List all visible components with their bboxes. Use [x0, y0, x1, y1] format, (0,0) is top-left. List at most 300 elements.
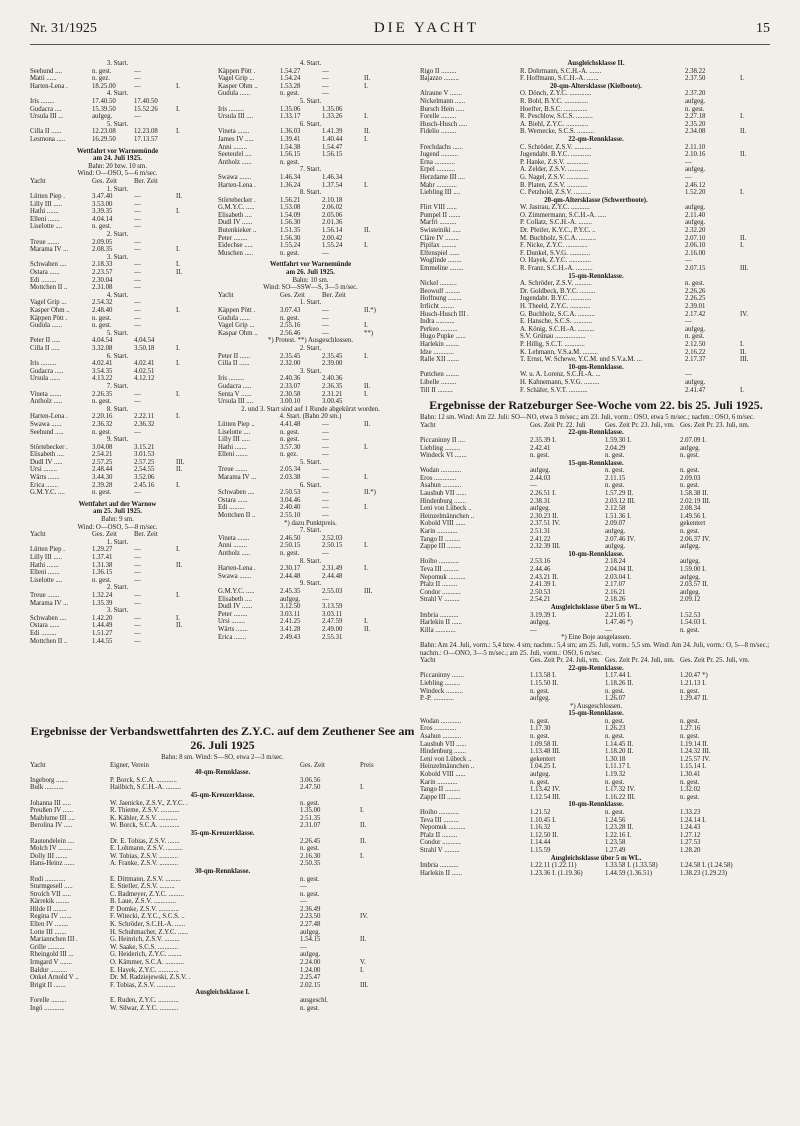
table-cell: 1.46.34: [322, 173, 343, 181]
table-cell: n. gest.: [680, 452, 700, 460]
table-row: [420, 98, 772, 106]
table-cell: [360, 845, 390, 853]
table-cell: —: [322, 595, 329, 603]
table-cell: I.: [740, 386, 744, 394]
table-cell: Ges. Zeit Pr. 25. Juli, vm.: [680, 657, 750, 665]
table-cell: —: [134, 629, 141, 637]
table-cell: 1.56.30: [280, 234, 301, 242]
table-row: [30, 83, 205, 91]
table-cell: [176, 284, 196, 292]
table-row: [218, 611, 403, 619]
table-cell: n. gest.: [530, 687, 550, 695]
table-cell: 12.23.08: [92, 128, 116, 136]
table-row: [218, 429, 403, 437]
table-cell: II.: [364, 128, 371, 136]
issue-number: Nr. 31/1925: [30, 21, 97, 36]
table-cell: Pipifax .........: [420, 242, 457, 250]
table-cell: 1.22.16 I.: [605, 831, 632, 839]
table-cell: Dudl IV ......: [218, 219, 253, 227]
table-cell: [740, 90, 765, 98]
table-cell: —: [134, 428, 141, 436]
table-row: [30, 800, 415, 808]
section-subtitle: Bahn: 8 sm. Wind: S—SO, etwa 2—3 m/sec.: [161, 754, 284, 761]
table-cell: [364, 611, 384, 619]
table-cell: Nickel ..........: [420, 280, 457, 288]
table-cell: Vineta .......: [218, 534, 250, 542]
table-cell: 2.03.57 II.: [680, 581, 709, 589]
table-cell: 2.32.20: [685, 227, 706, 235]
table-cell: aufgeg.: [680, 588, 701, 596]
table-cell: —: [134, 284, 141, 292]
table-row: [30, 284, 205, 292]
table-cell: H. Theeld, Z.Y.C. ............: [520, 303, 591, 310]
table-cell: 1.18.26 II.: [605, 679, 634, 687]
table-cell: I.: [176, 128, 180, 136]
table-row: [30, 777, 415, 785]
table-cell: 1.59.30 I.: [605, 436, 632, 444]
table-cell: 1.17.32 IV.: [605, 786, 636, 794]
table-cell: 1.36.24: [280, 181, 301, 189]
table-row: [420, 452, 772, 460]
table-cell: 3.04.46: [280, 496, 301, 504]
table-cell: 1.51.36 I.: [605, 512, 632, 520]
table-cell: R. Peschlow, S.C.S. ..........: [520, 113, 593, 121]
table-cell: Berolina IV .....: [30, 822, 73, 830]
table-row: [218, 474, 403, 482]
table-cell: 1.44.59 (1.36.51): [605, 869, 653, 877]
table-cell: S.V. Grünau ..................: [520, 333, 586, 341]
table-cell: E. Hayek, Z.Y.C. ............: [110, 966, 179, 974]
table-cell: I.: [176, 344, 180, 352]
table-row: [420, 688, 772, 696]
table-row: [30, 360, 205, 368]
table-cell: Ostara ......: [218, 496, 248, 504]
table-cell: 1.51.27: [92, 629, 113, 637]
table-row: [420, 627, 772, 635]
table-cell: Strahl V .........: [420, 846, 460, 854]
table-cell: 1.33.23: [680, 809, 701, 816]
table-cell: [176, 489, 196, 497]
table-row: [420, 612, 772, 620]
table-cell: Swawa .......: [218, 173, 252, 181]
table-cell: n. gest.: [685, 280, 705, 288]
table-cell: W. Tobias, Z.S.V. ...........: [110, 852, 178, 860]
section-note: 9. Start.: [106, 436, 129, 444]
table-row: [30, 898, 415, 906]
table-cell: 2.31.49: [322, 565, 343, 573]
table-row: [218, 136, 403, 144]
table-cell: [176, 315, 196, 323]
table-cell: I.: [740, 242, 744, 250]
table-cell: 2.54.21: [92, 451, 113, 459]
table-row: [30, 75, 205, 83]
section-heading: Ausgleichsklasse I.: [195, 989, 250, 997]
table-cell: Lesmona .....: [30, 135, 66, 143]
table-row: [30, 261, 205, 269]
table-row: [420, 839, 772, 847]
table-cell: 1.14.45 II.: [605, 740, 634, 748]
section-title: Ergebnisse der Ratzeburger See-Woche vom 22. bis 25. Juli 1925.: [429, 398, 763, 413]
table-cell: 1.25.57 IV.: [680, 755, 711, 763]
table-cell: ausgeschl.: [300, 997, 329, 1004]
table-cell: Karin ............: [420, 528, 458, 536]
table-cell: 1.39.41: [280, 135, 301, 143]
table-cell: —: [134, 614, 141, 622]
table-cell: 15.39.50: [92, 105, 116, 113]
table-cell: Kobold VIII ......: [420, 771, 466, 779]
section-title: Ergebnisse der Verbandswettfahrten des Z.Y.C. auf dem Zeuthener See am 26. Juli 1925: [30, 724, 415, 752]
table-cell: 1.15.50 II.: [530, 679, 559, 687]
table-cell: [364, 315, 384, 323]
table-cell: 1.10.45 I.: [530, 816, 557, 824]
table-row: [420, 326, 772, 334]
table-cell: —: [134, 246, 141, 254]
table-cell: Dr. Goldbeck, B.Y.C. .........: [520, 287, 596, 295]
table-cell: Ursi ........: [30, 466, 57, 474]
table-row: [30, 762, 415, 770]
table-row: [420, 68, 772, 76]
table-cell: Elleni .......: [30, 569, 60, 577]
table-row: [30, 554, 205, 562]
table-row: [30, 951, 415, 959]
table-cell: aufgeg.: [680, 573, 701, 581]
table-cell: [364, 451, 384, 459]
table-cell: I.: [176, 614, 180, 622]
table-cell: Teva III .........: [420, 566, 459, 573]
table-cell: C. Schröder, Z.S.V. ..........: [520, 143, 592, 151]
table-cell: 2.48.40: [92, 307, 113, 314]
table-cell: aufgeg.: [300, 951, 321, 959]
table-row: [30, 299, 205, 307]
table-cell: 2.41.39 I.: [530, 581, 557, 589]
table-row: [218, 596, 403, 604]
table-row: [30, 891, 415, 899]
table-cell: Lilly III .....: [30, 554, 62, 561]
table-cell: II.: [176, 466, 183, 474]
table-cell: Ingö ............: [30, 1004, 65, 1012]
table-cell: 3.07.43: [280, 307, 301, 314]
table-cell: Anni ........: [218, 143, 247, 151]
table-cell: 1.24.14 I.: [680, 816, 707, 824]
table-cell: Vineta .......: [30, 390, 62, 398]
table-cell: n. gest.: [680, 778, 700, 786]
table-cell: I.: [176, 208, 180, 216]
table-cell: 1.29.27: [92, 546, 113, 554]
table-cell: G.M.Y.C. .....: [218, 587, 255, 595]
table-row: [30, 982, 415, 990]
table-cell: n. gest.: [680, 626, 700, 634]
table-cell: 2.54.55: [134, 466, 155, 474]
table-cell: —: [322, 82, 329, 90]
table-cell: Liebling .........: [420, 679, 461, 687]
table-cell: 3.41.28: [280, 625, 301, 633]
table-cell: 2.56.46: [280, 329, 301, 337]
table-cell: Dolly III .......: [30, 852, 68, 860]
table-cell: 2.46.50: [280, 534, 301, 542]
table-row: [420, 786, 772, 794]
table-cell: [364, 466, 384, 474]
table-row: [218, 292, 403, 300]
table-cell: Rheingold III ...: [30, 951, 74, 959]
table-row: [218, 489, 403, 497]
table-cell: F. Nicke, Z.Y.C. .............: [520, 242, 588, 250]
table-cell: 3.39.35: [92, 208, 113, 216]
section-note: 3. Start.: [299, 367, 322, 375]
table-row: [218, 466, 403, 474]
table-cell: [364, 219, 384, 227]
table-row: [30, 615, 205, 623]
table-cell: R. Dohrmann, S.C.H.-A. .......: [520, 67, 602, 75]
table-cell: Alraune V .......: [420, 90, 462, 98]
table-cell: 2.37.20: [685, 90, 706, 98]
table-cell: 2.57.25: [134, 458, 155, 466]
table-cell: n. gest.: [680, 687, 700, 695]
table-cell: Matti ......: [30, 75, 57, 83]
table-cell: —: [322, 75, 329, 83]
table-cell: Jugendabt. B.Y.C. ............: [520, 295, 592, 303]
table-row: [218, 634, 403, 642]
results-table: [420, 657, 772, 877]
table-row: [420, 212, 772, 220]
table-cell: 2.26.26: [685, 287, 706, 295]
table-row: [218, 383, 403, 391]
table-cell: 1.56.15: [280, 151, 301, 159]
section-heading: Wettfahrt auf der Warnow: [78, 500, 157, 508]
table-cell: 2.41.22: [530, 535, 551, 543]
table-cell: n. gest.: [680, 528, 700, 536]
section-heading: Wettfahrt vor Warnemünde: [269, 261, 352, 269]
table-row: [30, 997, 415, 1005]
table-cell: G. Heinrich, Z.S.V. .........: [110, 936, 180, 944]
table-cell: I.: [176, 105, 180, 113]
table-row: [420, 589, 772, 597]
table-cell: 1.41.39: [322, 128, 343, 136]
table-cell: [360, 883, 390, 891]
table-cell: Lütten Piep .: [30, 546, 65, 554]
table-cell: Swawa .......: [218, 572, 252, 580]
table-cell: Treue .......: [30, 238, 60, 246]
table-cell: Ursula III ...: [30, 113, 64, 121]
table-cell: 2.55.03: [322, 587, 343, 595]
table-cell: 3.03.11: [280, 610, 301, 618]
table-cell: 2.55.16: [280, 322, 301, 330]
table-row: [420, 862, 772, 870]
table-cell: n. gest.: [280, 158, 300, 166]
table-cell: Elisabeth ....: [218, 211, 252, 219]
table-cell: n. gest.: [680, 717, 700, 725]
table-cell: 2.05.34: [280, 466, 301, 474]
section-note: Bahn: 9 sm.: [101, 516, 134, 524]
table-cell: 2.17.37: [685, 356, 706, 364]
table-row: [30, 853, 415, 861]
table-cell: 1.54.03 I.: [680, 619, 707, 627]
table-row: [30, 913, 415, 921]
table-cell: Imbria ...........: [420, 611, 459, 619]
table-cell: [740, 204, 765, 212]
table-cell: Muschen .....: [218, 249, 254, 257]
table-cell: 2.47.50: [300, 784, 321, 792]
table-cell: Ostara ......: [30, 269, 60, 277]
section-note: 8. Start.: [106, 405, 129, 413]
table-cell: [360, 800, 390, 808]
table-cell: Störtebecker .: [30, 443, 68, 451]
table-cell: 2.06.02: [322, 204, 343, 212]
table-cell: 2.08.34: [680, 505, 701, 513]
table-cell: [176, 600, 196, 608]
table-cell: n. gest.: [280, 249, 300, 257]
table-row: [218, 603, 403, 611]
table-cell: 1.37.41: [92, 554, 113, 561]
table-cell: 2.18.33: [92, 261, 113, 269]
table-cell: 2.32.00: [280, 360, 301, 368]
table-cell: Dudl IV .....: [30, 458, 63, 466]
table-cell: [176, 322, 196, 330]
table-cell: gekentert: [680, 520, 706, 528]
table-cell: n. gez.: [92, 75, 110, 83]
table-row: [30, 860, 415, 868]
table-cell: K. Schröder, S.C.H.-A. ......: [110, 921, 186, 929]
table-cell: aufgeg.: [530, 467, 551, 475]
table-cell: James IV .....: [218, 135, 254, 143]
table-cell: [364, 375, 384, 383]
table-cell: [364, 512, 384, 520]
table-cell: [176, 68, 196, 76]
section-heading: 15-qm-Rennklasse.: [568, 459, 624, 467]
section-heading: 45-qm-Kreuzerklasse.: [190, 791, 255, 799]
table-cell: 2.39.01: [685, 303, 706, 310]
table-cell: Ges. Zeit Pr. 23. Juli, nm.: [680, 421, 750, 429]
table-cell: aufgeg.: [685, 219, 706, 227]
table-cell: Senta V ......: [218, 390, 252, 398]
table-cell: Schwaben ....: [30, 614, 67, 622]
table-cell: Antholz .....: [30, 398, 63, 406]
table-row: [420, 90, 772, 98]
table-cell: Mottchen II ..: [30, 284, 68, 292]
table-cell: Onkel Arnold V ..: [30, 974, 79, 982]
section-note: Bahn: 10 sm.: [292, 276, 329, 284]
table-cell: I.: [176, 360, 180, 368]
table-cell: n. gest.: [300, 875, 320, 883]
table-cell: 3.47.40: [92, 193, 113, 201]
table-cell: 3.19.39 I.: [530, 611, 557, 619]
table-row: [420, 219, 772, 227]
table-cell: Elfenspiel ......: [420, 249, 460, 257]
table-cell: 2.38.31: [530, 497, 551, 505]
table-cell: —: [134, 200, 141, 208]
results-column-left: [30, 60, 205, 645]
table-cell: 1.23.28 II.: [605, 824, 634, 832]
table-cell: [364, 398, 384, 406]
table-row: [420, 166, 772, 174]
table-cell: aufgeg.: [685, 325, 706, 333]
section-heading: Wettfahrt vor Warnemünde: [76, 147, 159, 155]
table-cell: 2.20.16: [92, 413, 113, 421]
table-cell: 2.26.25: [685, 295, 706, 303]
table-cell: 1.21.13 I.: [680, 679, 707, 687]
table-cell: 2.27.48: [300, 921, 321, 929]
table-cell: 2.09.05: [92, 238, 113, 246]
table-cell: Condor ...........: [420, 588, 461, 596]
table-cell: O. Hayek, Z.Y.C. .............: [520, 257, 592, 265]
table-cell: —: [134, 215, 141, 223]
table-row: [30, 876, 415, 884]
table-cell: —: [300, 883, 307, 891]
table-cell: II.: [176, 622, 183, 630]
table-row: [218, 421, 403, 429]
table-cell: H. Kahnemann, S.V.G. .........: [520, 378, 600, 386]
table-cell: 3.00.45: [322, 398, 343, 406]
table-cell: Fidelio .........: [420, 128, 457, 136]
table-cell: I.: [176, 591, 180, 599]
table-cell: Ellen IV ........: [30, 921, 69, 929]
section-note: 3. Start.: [106, 60, 129, 67]
table-cell: 2.10.16: [685, 151, 706, 159]
table-cell: 1.36.03: [280, 128, 301, 136]
table-cell: II.: [740, 348, 747, 356]
table-cell: 2.36.32: [134, 420, 155, 428]
table-cell: II.: [364, 227, 371, 235]
table-cell: —: [134, 193, 141, 201]
table-row: [420, 794, 772, 802]
table-row: [420, 151, 772, 159]
table-cell: Irrlicht ........: [420, 303, 455, 310]
table-cell: [364, 212, 384, 220]
table-cell: n. gest.: [530, 778, 550, 786]
table-cell: Husch-Husch III .: [420, 310, 469, 318]
table-cell: Harten-Lena .: [218, 565, 256, 573]
table-cell: —: [134, 561, 141, 569]
table-row: [420, 265, 772, 273]
table-row: [218, 353, 403, 361]
table-cell: Vineta .......: [218, 128, 250, 136]
table-cell: G.M.Y.C. ....: [30, 489, 65, 497]
ratzeburg-results: [420, 398, 772, 877]
table-cell: aufgeg.: [685, 378, 706, 386]
table-row: [30, 193, 205, 201]
table-cell: Lotte III .......: [30, 928, 67, 936]
table-cell: —: [134, 223, 141, 231]
table-cell: W. u. A. Lorenz, S.C.H.-A. ...: [520, 371, 601, 379]
table-cell: 2.11.15: [605, 474, 626, 482]
table-row: [30, 98, 205, 106]
table-cell: A. König, S.C.H.-A. ..........: [520, 325, 595, 333]
table-cell: 2.51.35: [300, 814, 321, 822]
table-cell: [364, 174, 384, 182]
table-cell: 1.42.20: [92, 614, 113, 622]
table-cell: [364, 603, 384, 611]
table-cell: 2.06.10: [685, 242, 706, 250]
table-cell: —: [685, 257, 692, 265]
table-cell: Lilly III .....: [30, 200, 62, 208]
table-row: [30, 569, 205, 577]
table-cell: 2.31.08: [92, 284, 113, 292]
table-row: [420, 189, 772, 197]
table-cell: Mottchen II ..: [30, 637, 68, 645]
section-intro: Bahn: 12 sm. Wind: Am 22. Juli: SO—NO, etwa 3 m/sec.; am 23. Juli, vorm.: OSO, etwa 5 m/sec.; nachm.: OSO, 6 m/sec.: [420, 414, 755, 422]
table-cell: 2.12.58: [605, 505, 626, 513]
table-cell: [176, 569, 196, 577]
section-note: 5. Start.: [299, 97, 322, 105]
table-cell: 2.35.45: [322, 352, 343, 360]
table-cell: Rigo II .........: [420, 67, 457, 75]
table-cell: 2.17.42: [685, 310, 706, 318]
table-cell: 1.32.02: [680, 786, 701, 794]
table-cell: [740, 174, 765, 182]
table-cell: 2.31.21: [322, 390, 343, 398]
table-row: [30, 883, 415, 891]
table-cell: 1.54.09: [280, 211, 301, 219]
table-cell: I.: [364, 82, 368, 90]
